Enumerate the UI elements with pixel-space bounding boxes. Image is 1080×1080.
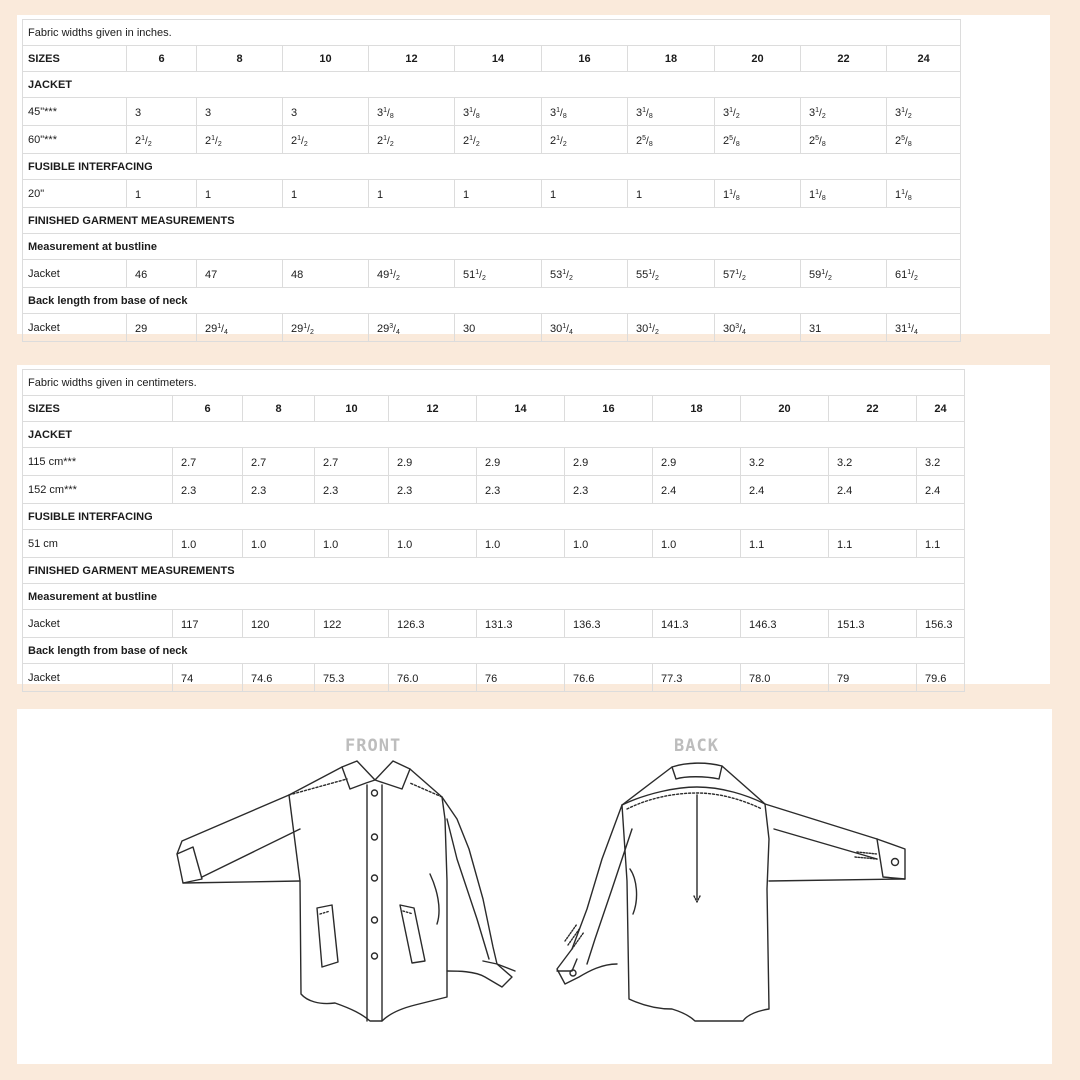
table-row <box>23 260 961 288</box>
size-header-cell: 20 <box>741 396 829 422</box>
value-cell: 76.0 <box>389 664 477 692</box>
row-label: 51 cm <box>23 530 173 558</box>
size-header-cell: 6 <box>173 396 243 422</box>
size-header-cell: 22 <box>829 396 917 422</box>
size-header-cell: 20 <box>715 46 801 72</box>
value-cell: $30^1/_4$ <box>542 314 628 342</box>
section-heading-row <box>23 234 961 260</box>
size-header-cell: 12 <box>389 396 477 422</box>
value-cell: 79 <box>829 664 917 692</box>
value-cell: 2.3 <box>389 476 477 504</box>
value-cell: 1 <box>628 180 715 208</box>
value-cell: 2.3 <box>477 476 565 504</box>
value-cell: $30^3/_4$ <box>715 314 801 342</box>
value-cell: 1 <box>542 180 628 208</box>
value-cell: $2^1/_2$ <box>127 126 197 154</box>
size-header-cell: 6 <box>127 46 197 72</box>
section-heading: Back length from base of neck <box>23 288 961 314</box>
value-cell: 3 <box>197 98 283 126</box>
section-heading-row <box>23 208 961 234</box>
note-row <box>23 370 965 396</box>
value-cell: 2.4 <box>917 476 965 504</box>
section-heading: JACKET <box>23 72 961 98</box>
section-heading-row <box>23 504 965 530</box>
value-cell: 1.0 <box>389 530 477 558</box>
value-cell: $29^1/_2$ <box>283 314 369 342</box>
value-cell: 156.3 <box>917 610 965 638</box>
metric-yardage-table <box>22 369 965 692</box>
value-cell: 29 <box>127 314 197 342</box>
size-header-cell: 14 <box>455 46 542 72</box>
section-heading: Back length from base of neck <box>23 638 965 664</box>
row-label: 115 cm*** <box>23 448 173 476</box>
value-cell: 117 <box>173 610 243 638</box>
value-cell: 3.2 <box>829 448 917 476</box>
value-cell: 1.0 <box>243 530 315 558</box>
table-row <box>23 610 965 638</box>
value-cell: 2.3 <box>315 476 389 504</box>
value-cell: 141.3 <box>653 610 741 638</box>
value-cell: 1 <box>369 180 455 208</box>
size-header-cell: 18 <box>628 46 715 72</box>
row-label: Jacket <box>23 260 127 288</box>
value-cell: 120 <box>243 610 315 638</box>
row-label: Jacket <box>23 610 173 638</box>
value-cell: 77.3 <box>653 664 741 692</box>
value-cell: 2.9 <box>653 448 741 476</box>
size-header-cell: 24 <box>887 46 961 72</box>
value-cell: 2.4 <box>829 476 917 504</box>
size-header-cell: 14 <box>477 396 565 422</box>
value-cell: $1^1/_8$ <box>715 180 801 208</box>
size-header-cell: 8 <box>197 46 283 72</box>
table-row <box>23 476 965 504</box>
value-cell: 3.2 <box>741 448 829 476</box>
fabric-width-note: Fabric widths given in inches. <box>23 20 961 46</box>
size-header-cell: 10 <box>315 396 389 422</box>
value-cell: 2.3 <box>565 476 653 504</box>
value-cell: 74 <box>173 664 243 692</box>
value-cell: $2^1/_2$ <box>197 126 283 154</box>
value-cell: 2.4 <box>741 476 829 504</box>
value-cell: 2.9 <box>389 448 477 476</box>
row-label: 60"*** <box>23 126 127 154</box>
value-cell: 2.4 <box>653 476 741 504</box>
table-row <box>23 98 961 126</box>
row-label: 20" <box>23 180 127 208</box>
section-heading: FUSIBLE INTERFACING <box>23 504 965 530</box>
value-cell: $2^1/_2$ <box>369 126 455 154</box>
sizes-label: SIZES <box>23 46 127 72</box>
section-heading-row <box>23 154 961 180</box>
imperial-yardage-card <box>17 15 1050 334</box>
value-cell: $55^1/_2$ <box>628 260 715 288</box>
value-cell: 2.9 <box>565 448 653 476</box>
value-cell: 1 <box>197 180 283 208</box>
value-cell: 1.1 <box>741 530 829 558</box>
value-cell: 2.7 <box>173 448 243 476</box>
value-cell: 2.3 <box>173 476 243 504</box>
sizes-header-row <box>23 396 965 422</box>
jacket-technical-illustration <box>17 709 1052 1064</box>
value-cell: 76.6 <box>565 664 653 692</box>
value-cell: $57^1/_2$ <box>715 260 801 288</box>
value-cell: $29^3/_4$ <box>369 314 455 342</box>
size-header-cell: 18 <box>653 396 741 422</box>
value-cell: $3^1/_2$ <box>887 98 961 126</box>
value-cell: $2^5/_8$ <box>628 126 715 154</box>
value-cell: 1.0 <box>565 530 653 558</box>
fabric-width-note: Fabric widths given in centimeters. <box>23 370 965 396</box>
value-cell: 151.3 <box>829 610 917 638</box>
value-cell: 3 <box>127 98 197 126</box>
value-cell: $3^1/_2$ <box>715 98 801 126</box>
value-cell: $61^1/_2$ <box>887 260 961 288</box>
imperial-yardage-table <box>22 19 961 342</box>
value-cell: 2.7 <box>243 448 315 476</box>
metric-yardage-card <box>17 365 1050 684</box>
value-cell: 2.3 <box>243 476 315 504</box>
section-heading-row <box>23 422 965 448</box>
table-row <box>23 664 965 692</box>
size-header-cell: 16 <box>542 46 628 72</box>
section-heading: FINISHED GARMENT MEASUREMENTS <box>23 558 965 584</box>
value-cell: $31^1/_4$ <box>887 314 961 342</box>
value-cell: 1.0 <box>477 530 565 558</box>
section-heading: Measurement at bustline <box>23 234 961 260</box>
value-cell: 1 <box>127 180 197 208</box>
row-label: Jacket <box>23 314 127 342</box>
note-row <box>23 20 961 46</box>
table-row <box>23 448 965 476</box>
value-cell: 1 <box>283 180 369 208</box>
value-cell: 76 <box>477 664 565 692</box>
value-cell: $2^5/_8$ <box>801 126 887 154</box>
row-label: 152 cm*** <box>23 476 173 504</box>
value-cell: 46 <box>127 260 197 288</box>
value-cell: 74.6 <box>243 664 315 692</box>
value-cell: $29^1/_4$ <box>197 314 283 342</box>
value-cell: 47 <box>197 260 283 288</box>
value-cell: 1.1 <box>917 530 965 558</box>
section-heading: FINISHED GARMENT MEASUREMENTS <box>23 208 961 234</box>
value-cell: $1^1/_8$ <box>801 180 887 208</box>
row-label: 45"*** <box>23 98 127 126</box>
value-cell: 1.0 <box>173 530 243 558</box>
value-cell: $3^1/_8$ <box>369 98 455 126</box>
value-cell: $51^1/_2$ <box>455 260 542 288</box>
value-cell: $2^1/_2$ <box>542 126 628 154</box>
value-cell: $2^5/_8$ <box>715 126 801 154</box>
value-cell: 1 <box>455 180 542 208</box>
value-cell: $49^1/_2$ <box>369 260 455 288</box>
section-heading-row <box>23 288 961 314</box>
value-cell: 2.9 <box>477 448 565 476</box>
section-heading-row <box>23 584 965 610</box>
value-cell: 136.3 <box>565 610 653 638</box>
value-cell: 30 <box>455 314 542 342</box>
value-cell: 1.0 <box>653 530 741 558</box>
value-cell: $59^1/_2$ <box>801 260 887 288</box>
value-cell: 78.0 <box>741 664 829 692</box>
value-cell: $2^1/_2$ <box>283 126 369 154</box>
value-cell: 3 <box>283 98 369 126</box>
row-label: Jacket <box>23 664 173 692</box>
value-cell: 1.1 <box>829 530 917 558</box>
section-heading: FUSIBLE INTERFACING <box>23 154 961 180</box>
front-view-label: FRONT <box>345 736 402 756</box>
sizes-label: SIZES <box>23 396 173 422</box>
value-cell: $2^5/_8$ <box>887 126 961 154</box>
value-cell: 126.3 <box>389 610 477 638</box>
value-cell: 122 <box>315 610 389 638</box>
value-cell: $3^1/_8$ <box>542 98 628 126</box>
size-header-cell: 8 <box>243 396 315 422</box>
value-cell: 75.3 <box>315 664 389 692</box>
value-cell: $2^1/_2$ <box>455 126 542 154</box>
back-view-label: BACK <box>674 736 719 756</box>
size-header-cell: 16 <box>565 396 653 422</box>
technical-drawing-panel <box>17 709 1052 1064</box>
table-row <box>23 180 961 208</box>
value-cell: $30^1/_2$ <box>628 314 715 342</box>
value-cell: 3.2 <box>917 448 965 476</box>
size-header-cell: 12 <box>369 46 455 72</box>
value-cell: 79.6 <box>917 664 965 692</box>
table-row <box>23 126 961 154</box>
section-heading: Measurement at bustline <box>23 584 965 610</box>
section-heading-row <box>23 72 961 98</box>
value-cell: 1.0 <box>315 530 389 558</box>
value-cell: $53^1/_2$ <box>542 260 628 288</box>
section-heading-row <box>23 638 965 664</box>
value-cell: 131.3 <box>477 610 565 638</box>
section-heading: JACKET <box>23 422 965 448</box>
back-jacket-drawing <box>557 763 905 1021</box>
size-header-cell: 10 <box>283 46 369 72</box>
value-cell: 31 <box>801 314 887 342</box>
value-cell: $3^1/_2$ <box>801 98 887 126</box>
value-cell: $1^1/_8$ <box>887 180 961 208</box>
value-cell: 2.7 <box>315 448 389 476</box>
size-header-cell: 24 <box>917 396 965 422</box>
section-heading-row <box>23 558 965 584</box>
value-cell: 146.3 <box>741 610 829 638</box>
table-row <box>23 314 961 342</box>
front-jacket-drawing <box>177 761 515 1021</box>
size-header-cell: 22 <box>801 46 887 72</box>
value-cell: 48 <box>283 260 369 288</box>
value-cell: $3^1/_8$ <box>455 98 542 126</box>
value-cell: $3^1/_8$ <box>628 98 715 126</box>
sizes-header-row <box>23 46 961 72</box>
table-row <box>23 530 965 558</box>
